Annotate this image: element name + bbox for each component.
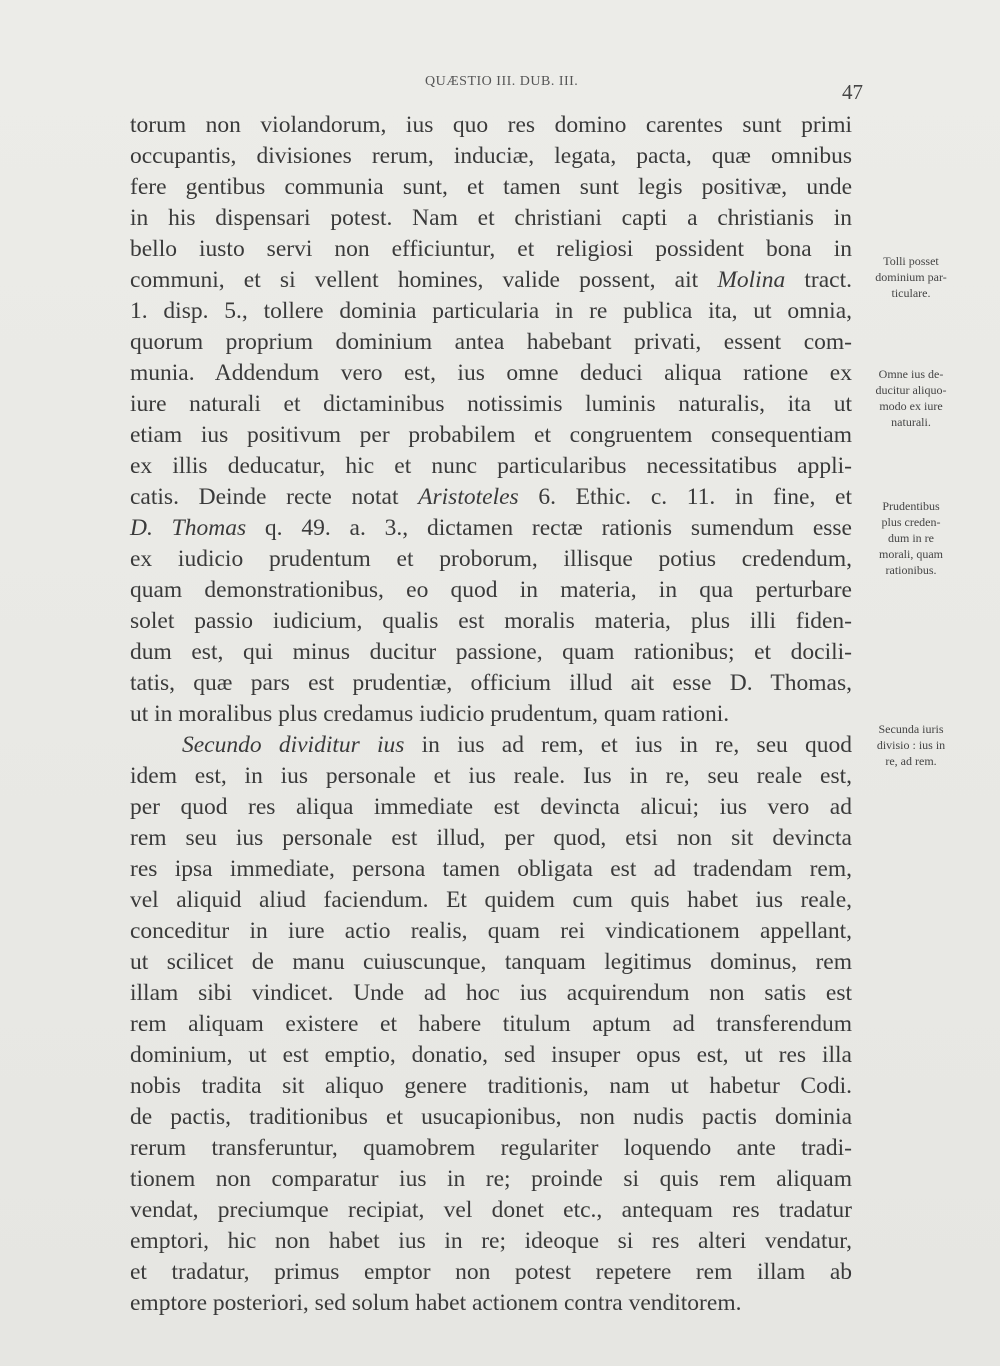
- margin-note-line: modo ex iure: [879, 399, 943, 413]
- text-line: ex iudicio prudentum et proborum, illisque potius credendum,: [130, 546, 852, 572]
- text-line: idem est, in ius personale et ius reale. Ius in re, seu reale est,: [130, 763, 852, 789]
- margin-note-line: morali, quam: [879, 547, 943, 561]
- text-line: occupantis, divisiones rerum, induciæ, legata, pacta, quæ omnibus: [130, 143, 852, 169]
- page-number: 47: [842, 80, 863, 104]
- text-line: munia. Addendum vero est, ius omne deduci aliqua ratione ex: [130, 360, 852, 386]
- margin-note-line: Secunda iuris: [878, 722, 944, 736]
- margin-note-line: Prudentibus: [882, 499, 940, 513]
- text-line: dominium, ut est emptio, donatio, sed insuper opus est, ut res illa: [130, 1042, 852, 1068]
- body-text: [130, 110, 852, 1319]
- margin-note-line: Omne ius de-: [878, 367, 944, 381]
- text-line: ut in moralibus plus credamus iudicio prudentum, quam rationi.: [130, 701, 730, 727]
- text-line: per quod res aliqua immediate est devincta alicui; ius vero ad: [130, 794, 852, 820]
- text-line: res ipsa immediate, persona tamen obligata est ad tradendam rem,: [130, 856, 852, 882]
- text-line: emptori, hic non habet ius in re; ideoque si res alteri vendatur,: [130, 1228, 852, 1254]
- text-line: quorum proprium dominium antea habebant privati, essent com-: [130, 329, 852, 355]
- margin-note: [856, 498, 966, 578]
- text-line: catis. Deinde recte notat Aristoteles 6. Ethic. c. 11. in fine, et: [130, 484, 852, 510]
- text-line: iure naturali et dictaminibus notissimis luminis naturalis, ita ut: [130, 391, 852, 417]
- text-line: emptore posteriori, sed solum habet actionem contra venditorem.: [130, 1290, 742, 1316]
- text-line: ex illis deducatur, hic et nunc particularibus necessitatibus appli-: [130, 453, 852, 479]
- italic-name: D. Thomas: [130, 515, 247, 541]
- text-line: illam sibi vindicet. Unde ad hoc ius acquirendum non satis est: [130, 980, 852, 1006]
- margin-note-line: ticulare.: [891, 286, 931, 300]
- italic-name: Molina: [717, 267, 786, 293]
- text-line: solet passio iudicium, qualis est moralis materia, plus illi fiden-: [130, 608, 852, 634]
- text-line: tatis, quæ pars est prudentiæ, officium illud ait esse D. Thomas,: [130, 670, 852, 696]
- text-line: nobis tradita sit aliquo genere traditionis, nam ut habetur Codi.: [130, 1073, 852, 1099]
- margin-note: [856, 721, 966, 769]
- text-line: 1. disp. 5., tollere dominia particularia in re publica ita, ut omnia,: [130, 298, 852, 324]
- margin-note-line: dum in re: [888, 531, 934, 545]
- text-line: ut scilicet de manu cuiuscunque, tanquam legitimus dominus, rem: [130, 949, 852, 975]
- text-line: communi, et si vellent homines, valide possent, ait Molina tract.: [130, 267, 853, 293]
- text-line: conceditur in iure actio realis, quam rei vindicationem appellant,: [130, 918, 852, 944]
- margin-note-line: plus creden-: [881, 515, 941, 529]
- text-line: dum est, qui minus ducitur passione, quam rationibus; et docili-: [130, 639, 852, 665]
- text-line: rem seu ius personale est illud, per quod, etsi non sit devincta: [130, 825, 852, 851]
- margin-note: [856, 366, 966, 430]
- text-line: etiam ius positivum per probabilem et congruentem consequentiam: [130, 422, 852, 448]
- margin-note-line: dominium par-: [875, 270, 947, 284]
- text-line: in his dispensari potest. Nam et christiani capti a christianis in: [130, 205, 852, 231]
- text-line: et tradatur, primus emptor non potest repetere rem illam ab: [130, 1259, 852, 1285]
- text-line: rem aliquam existere et habere titulum aptum ad transferendum: [130, 1011, 852, 1037]
- margin-note-line: ducitur aliquo-: [875, 383, 947, 397]
- text-line: D. Thomas q. 49. a. 3., dictamen rectæ rationis sumendum esse: [130, 515, 852, 541]
- text-line: tionem non comparatur ius in re; proinde si quis rem aliquam: [130, 1166, 852, 1192]
- italic-name: Secundo dividitur ius: [182, 732, 405, 758]
- italic-name: Aristoteles: [418, 484, 519, 510]
- text-line: Secundo dividitur ius in ius ad rem, et ius in re, seu quod: [182, 732, 852, 758]
- margin-note: [856, 253, 966, 301]
- text-line: bello iusto servi non efficiuntur, et religiosi possident bona in: [130, 236, 852, 262]
- text-line: vendat, preciumque recipiat, vel donet etc., antequam res tradatur: [130, 1197, 852, 1223]
- text-line: quam demonstrationibus, eo quod in materia, in qua perturbare: [130, 577, 852, 603]
- text-line: rerum transferuntur, quamobrem regulariter loquendo ante tradi-: [130, 1135, 852, 1161]
- text-line: fere gentibus communia sunt, et tamen sunt legis positivæ, unde: [130, 174, 852, 200]
- margin-note-line: re, ad rem.: [885, 754, 937, 768]
- margin-note-line: rationibus.: [885, 563, 937, 577]
- text-line: vel aliquid aliud faciendum. Et quidem cum quis habet ius reale,: [130, 887, 852, 913]
- running-head: QUÆSTIO III. DUB. III.: [425, 74, 579, 89]
- text-line: de pactis, traditionibus et usucapionibus, non nudis pactis dominia: [130, 1104, 852, 1130]
- margin-note-line: divisio : ius in: [876, 738, 946, 752]
- margin-note-line: Tolli posset: [883, 254, 939, 268]
- margin-note-line: naturali.: [891, 415, 931, 429]
- text-line: torum non violandorum, ius quo res domino carentes sunt primi: [130, 112, 852, 138]
